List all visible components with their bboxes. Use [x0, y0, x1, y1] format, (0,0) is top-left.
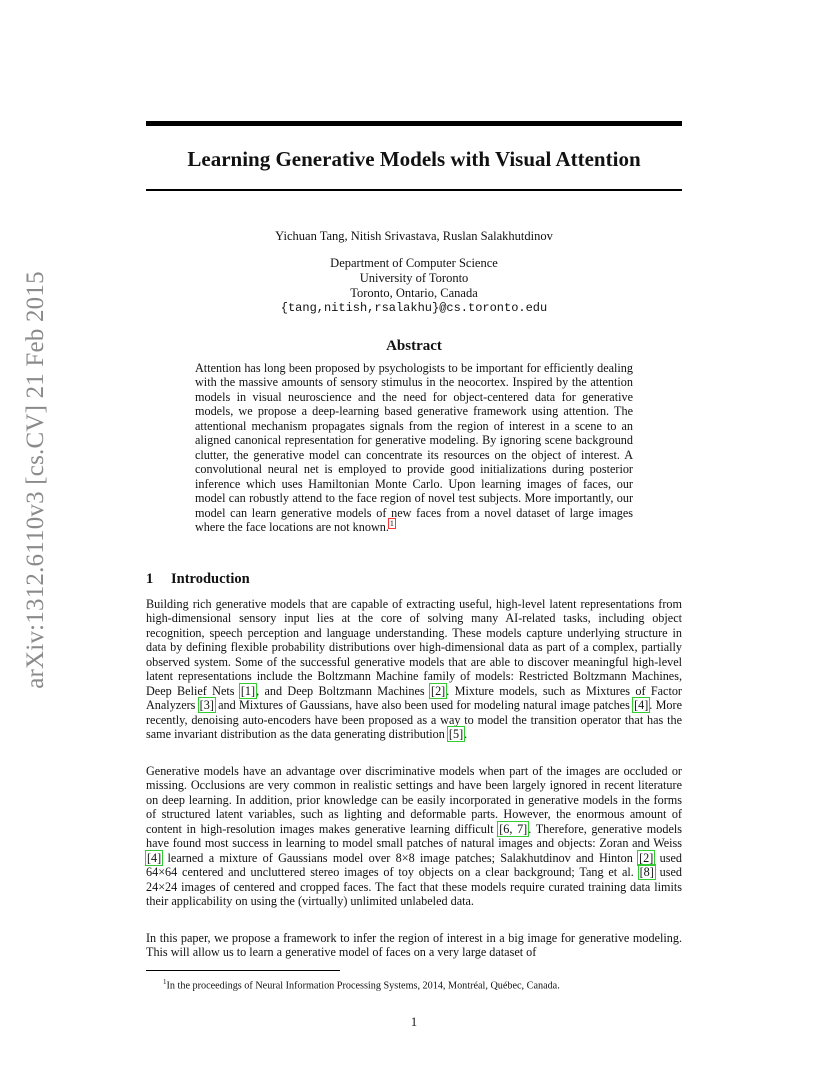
- citation-link[interactable]: [3]: [199, 698, 214, 713]
- footnote-rule: [146, 970, 340, 971]
- paragraph-text: . Therefore, generative models have found most success in learning to model small patches of natural images and objects: Zoran and Weiss: [146, 821, 682, 851]
- location: Toronto, Ontario, Canada: [350, 286, 478, 300]
- citation-link[interactable]: [2]: [639, 850, 654, 865]
- arxiv-side-stamp: arXiv:1312.6110v3 [cs.CV] 21 Feb 2015: [22, 271, 49, 689]
- paragraph-text: learned a mixture of Gaussians model over 8×8 image patches; Salakhutdinov and Hinton: [162, 850, 639, 865]
- abstract-heading: Abstract: [386, 338, 442, 354]
- citation-link[interactable]: [2]: [431, 683, 446, 698]
- footnote-link[interactable]: 1: [389, 518, 394, 528]
- section-heading-introduction: [146, 570, 250, 588]
- paragraph-text: . More recently, denoising auto-encoders have been proposed as a way to model the transition operator that has the same invariant distribution as the data generating distribution: [146, 698, 682, 742]
- paragraph-text: Building rich generative models that are capable of extracting useful, high-level latent representations from high-dimensional sensory input lies at the core of solving many AI-related tasks, including object recognition, speech perception and language understanding. These models capture underlying structure in data by defining flexible probability distributions over high-dimensional data as part of a complex, partially observed system. Some of the successful generative models that are able to discover meaningful high-level latent representations include the Boltzmann Machine family of models: Restricted Boltzmann Machines, Deep Belief Nets: [146, 597, 682, 698]
- footnote-mark: 1: [163, 978, 167, 986]
- paragraph-text: , and Deep Boltzmann Machines: [256, 683, 431, 698]
- abstract-text: [195, 361, 633, 534]
- citation-link[interactable]: [4]: [634, 698, 649, 713]
- section-number: 1: [146, 571, 154, 587]
- footnote-text: In the proceedings of Neural Information Processing Systems, 2014, Montréal, Québec, Canada.: [166, 980, 560, 992]
- paragraph-text: and Mixtures of Gaussians, have also been used for modeling natural image patches: [214, 698, 634, 713]
- paragraph-text: . Mixture models, such as Mixtures of Factor Analyzers: [146, 683, 682, 713]
- citation-link[interactable]: [8]: [639, 865, 654, 880]
- paragraph-text: In this paper, we propose a framework to infer the region of interest in a big image for generative modeling. This will allow us to learn a generative model of faces on a very large dataset of: [146, 931, 682, 960]
- author-list: Yichuan Tang, Nitish Srivastava, Ruslan Salakhutdinov: [275, 229, 553, 243]
- footnote: [163, 976, 683, 992]
- university: University of Toronto: [359, 271, 469, 285]
- paper-title: Learning Generative Models with Visual Attention: [187, 147, 641, 171]
- intro-paragraph-3: [146, 931, 682, 960]
- intro-paragraph-1: [146, 597, 682, 742]
- author-email: {tang,nitish,rsalakhu}@cs.toronto.edu: [280, 301, 548, 315]
- paragraph-text: .: [464, 727, 468, 742]
- section-title: Introduction: [171, 571, 250, 587]
- title-top-rule: [146, 121, 682, 126]
- citation-link[interactable]: [6, 7]: [499, 821, 528, 836]
- page-number: 1: [410, 1015, 418, 1029]
- abstract-body: Attention has long been proposed by psychologists to be important for efficiently dealing with the massive amounts of sensory stimulus in the neocortex. Inspired by the attention models in visual neuroscience and the need for object-centered data for generative models, we propose a deep-learning based generative framework using attention. The attentional mechanism propagates signals from the region of interest in a scene to an aligned canonical representation for generative modeling. By ignoring scene background clutter, the generative model can concentrate its resources on the object of interest. A convolutional neural net is employed to provide good initializations during posterior inference which uses Hamiltonian Monte Carlo. Upon learning images of faces, our model can robustly attend to the face region of novel test subjects. More importantly, our model can learn generative models of new faces from a novel dataset of large images where the face locations are not known.: [195, 361, 633, 534]
- citation-link[interactable]: [5]: [448, 727, 464, 742]
- citation-link[interactable]: [4]: [147, 850, 162, 865]
- department: Department of Computer Science: [330, 256, 498, 270]
- paragraph-text: Generative models have an advantage over discriminative models when part of the images are occluded or missing. Occlusions are very common in realistic settings and have been largely ignored in recent literature on deep learning. In addition, prior knowledge can be easily incorporated in generative models in the forms of structured latent variables, such as lighting and deformable parts. However, the enormous amount of content in high-resolution images makes generative learning difficult: [146, 764, 682, 836]
- citation-link[interactable]: [1]: [240, 683, 256, 698]
- affiliation-block: [146, 256, 682, 316]
- paragraph-text: used 64×64 centered and uncluttered stereo images of toy objects on a clear background; Tang et al.: [146, 850, 682, 880]
- intro-paragraph-2: [146, 764, 682, 909]
- title-bottom-rule: [146, 189, 682, 191]
- paragraph-text: used 24×24 images of centered and cropped faces. The fact that these models require curated training data limits their applicability on using the (virtually) unlimited unlabeled data.: [146, 865, 682, 909]
